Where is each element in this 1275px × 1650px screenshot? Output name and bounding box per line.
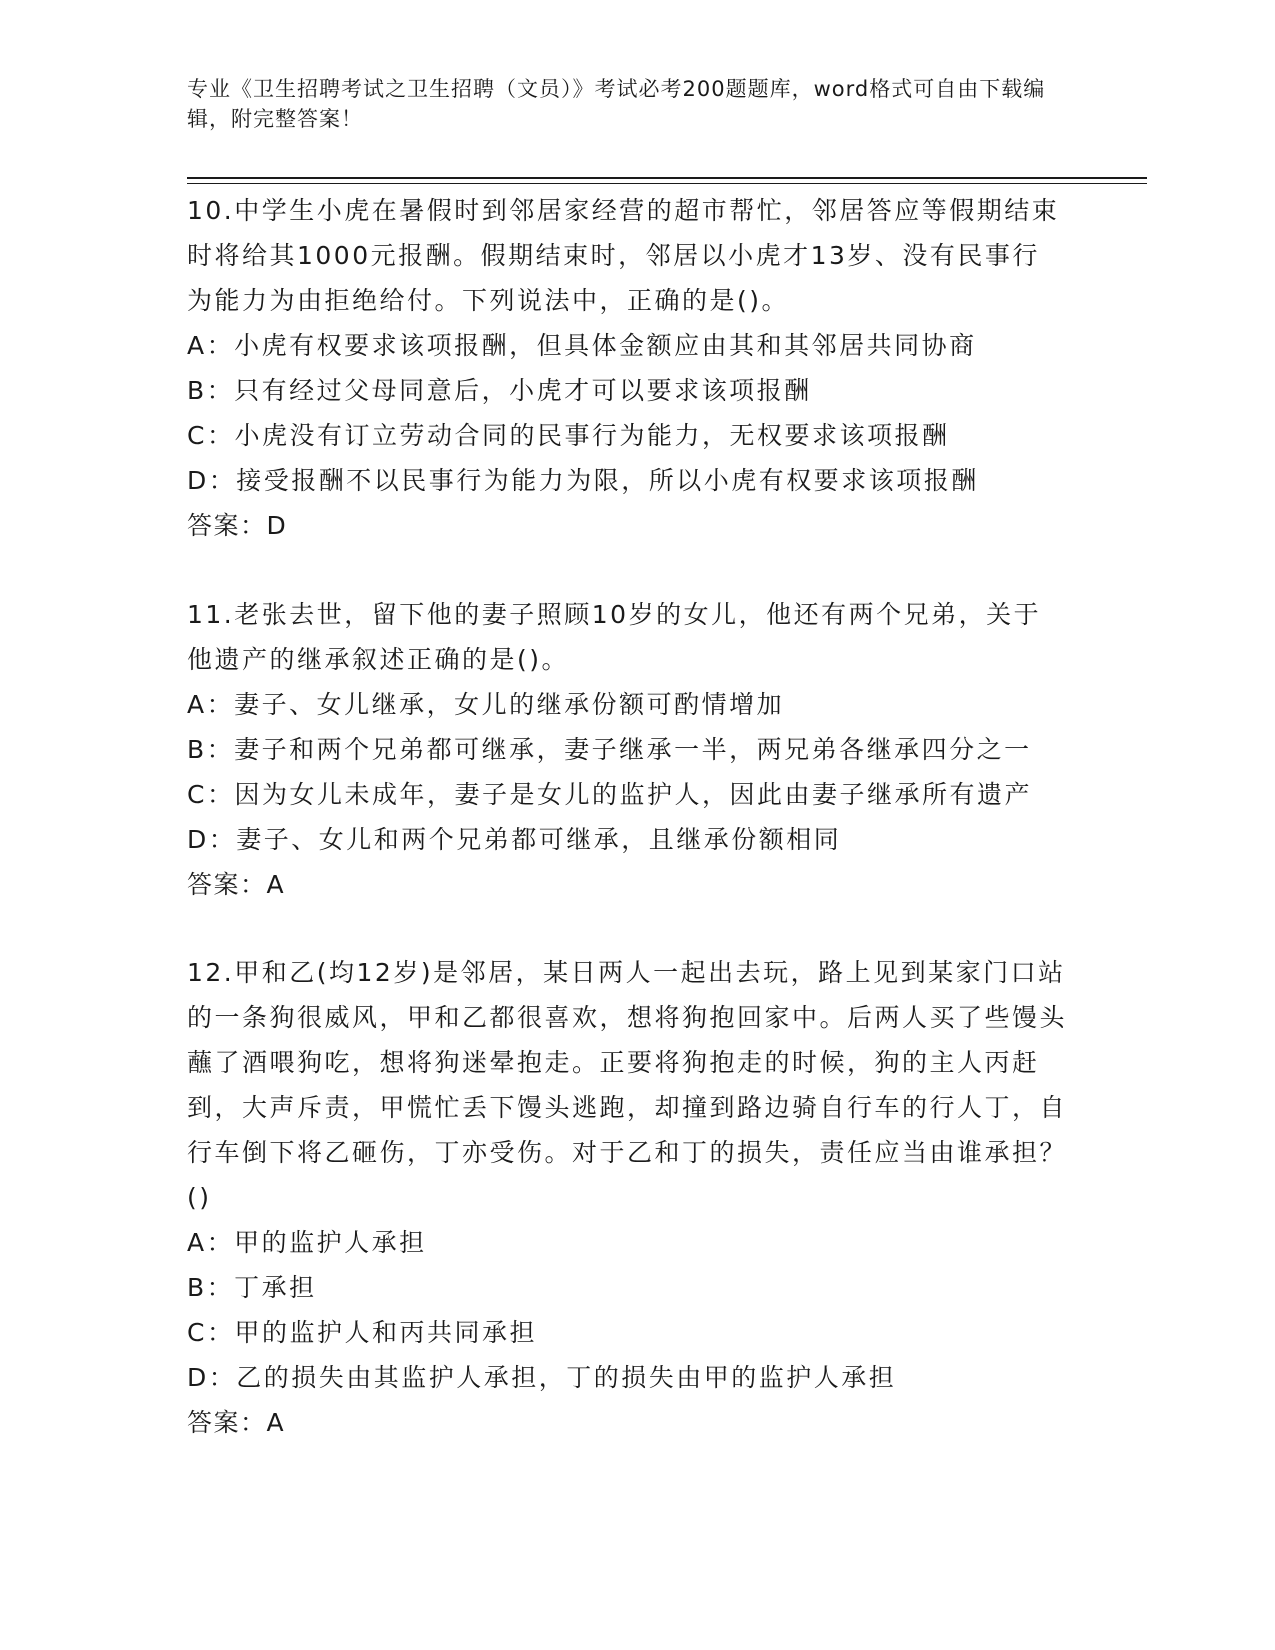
question-stem: 11.老张去世，留下他的妻子照顾10岁的女儿，他还有两个兄弟，关于他遗产的继承叙述正确的是()。 [187,600,1042,674]
option-d: D：乙的损失由其监护人承担，丁的损失由甲的监护人承担 [187,1363,897,1392]
option-c: C：小虎没有订立劳动合同的民事行为能力，无权要求该项报酬 [187,421,950,450]
option-b: B：只有经过父母同意后，小虎才可以要求该项报酬 [187,376,812,405]
question-stem: 10.中学生小虎在暑假时到邻居家经营的超市帮忙，邻居答应等假期结束时将给其1000元报酬。假期结束时，邻居以小虎才13岁、没有民事行为能力为由拒绝给付。下列说法中，正确的是()。 [187,196,1060,315]
option-b: B：妻子和两个兄弟都可继承，妻子继承一半，两兄弟各继承四分之一 [187,735,1032,764]
header-divider-thin [187,183,1147,184]
document-intro: 专业《卫生招聘考试之卫生招聘（文员）》考试必考200题题库，word格式可自由下载编辑，附完整答案！ [187,77,1046,131]
option-d: D：接受报酬不以民事行为能力为限，所以小虎有权要求该项报酬 [187,466,979,495]
answer-line: 答案：A [187,870,286,899]
option-c: C：甲的监护人和丙共同承担 [187,1318,537,1347]
option-a: A：小虎有权要求该项报酬，但具体金额应由其和其邻居共同协商 [187,331,977,360]
question-11 [187,592,1067,907]
header-divider-thick [187,177,1147,179]
option-a: A：甲的监护人承担 [187,1228,427,1257]
option-c: C：因为女儿未成年，妻子是女儿的监护人，因此由妻子继承所有遗产 [187,780,1032,809]
answer-line: 答案：A [187,1408,286,1437]
option-b: B：丁承担 [187,1273,317,1302]
question-10 [187,188,1067,548]
answer-line: 答案：D [187,511,288,540]
question-stem: 12.甲和乙(均12岁)是邻居，某日两人一起出去玩，路上见到某家门口站的一条狗很威风，甲和乙都很喜欢，想将狗抱回家中。后两人买了些馒头蘸了酒喂狗吃，想将狗迷晕抱走。正要将狗抱走的时候，狗的主人丙赶到，大声斥责，甲慌忙丢下馒头逃跑，却撞到路边骑自行车的行人丁，自行车倒下将乙砸伤，丁亦受伤。对于乙和丁的损失，责任应当由谁承担？() [187,958,1068,1212]
option-a: A：妻子、女儿继承，女儿的继承份额可酌情增加 [187,690,785,719]
question-12 [187,950,1067,1445]
option-d: D：妻子、女儿和两个兄弟都可继承，且继承份额相同 [187,825,842,854]
